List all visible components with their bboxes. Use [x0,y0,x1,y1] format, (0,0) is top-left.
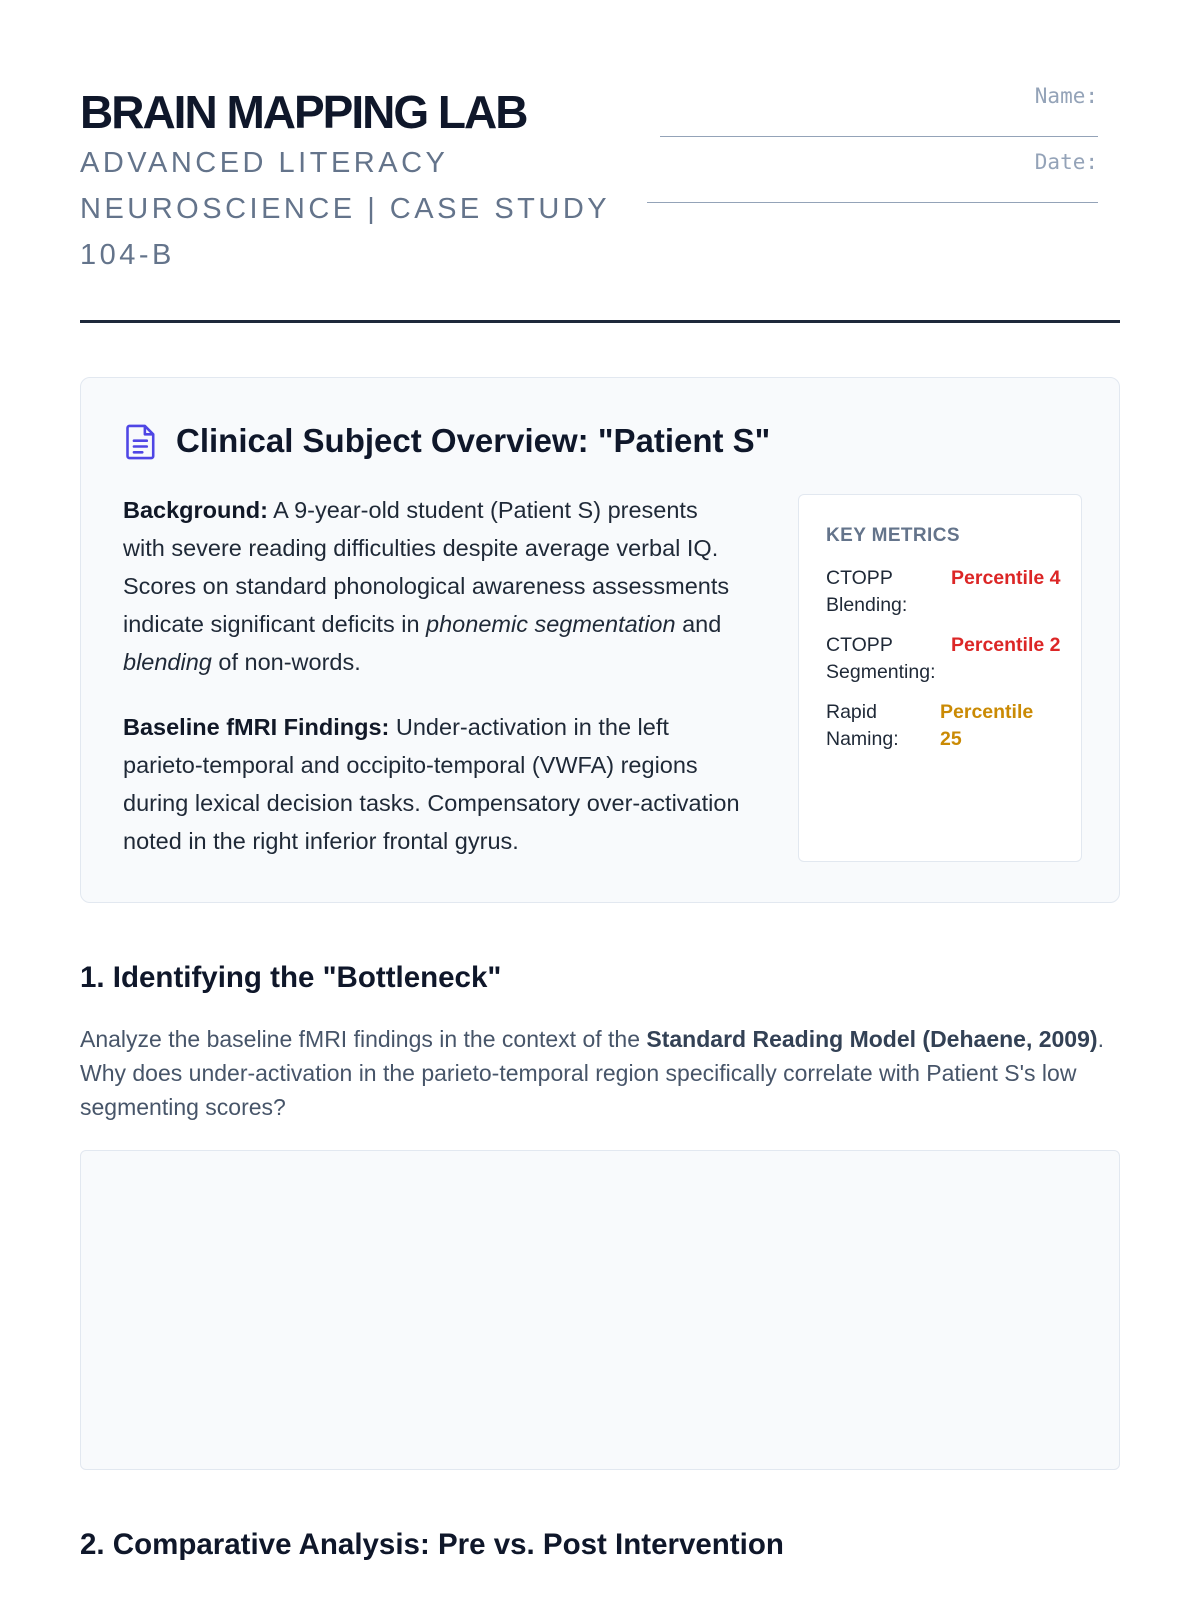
background-emphasis: blending [123,649,212,675]
findings-label: Baseline fMRI Findings: [123,714,390,740]
background-text: and [675,611,722,637]
document-icon [125,424,157,460]
date-label: Date: [1034,150,1098,174]
key-metrics-title: KEY METRICS [826,525,960,546]
section-1-heading: 1. Identifying the "Bottleneck" [80,961,502,994]
worksheet-subtitle: ADVANCED LITERACY NEUROSCIENCE | CASE STUDY 104-B [80,147,610,271]
name-field[interactable] [660,136,1098,137]
background-label: Background: [123,497,268,523]
background-text: of non-words. [211,649,361,675]
prompt-reference: Standard Reading Model (Dehaene, 2009) [646,1026,1098,1052]
findings-text: Under-activation in the left parieto-temporal and occipito-temporal (VWFA) regions during lexical decision tasks. Compensatory over-activation noted in the right inferior frontal gyrus. [123,714,740,854]
background-emphasis: phonemic segmentation [426,611,676,637]
metric-value: Percentile 25 [940,701,1034,750]
prompt-text: Analyze the baseline fMRI findings in the context of the [80,1026,647,1052]
overview-card [80,377,1120,903]
metric-label: CTOPP Blending: [826,567,908,616]
lab-title: BRAIN MAPPING LAB [80,86,527,138]
name-label: Name: [1034,84,1098,108]
metric-label: CTOPP Segmenting: [826,634,936,683]
overview-title: Clinical Subject Overview: "Patient S" [176,422,771,459]
section-1-prompt [80,1022,1120,1124]
section-1-answer-box[interactable] [80,1150,1120,1470]
overview-text [123,491,743,887]
metric-value: Percentile 2 [951,634,1061,656]
section-2-heading: 2. Comparative Analysis: Pre vs. Post Intervention [80,1528,784,1561]
findings-paragraph [123,708,743,860]
date-field[interactable] [647,202,1098,203]
metric-label: Rapid Naming: [826,701,899,750]
prompt-text: . Why does under-activation in the parieto-temporal region specifically correlate with Patient S's low segmenting scores? [80,1026,1104,1120]
background-paragraph [123,491,743,681]
header-divider [80,320,1120,323]
metric-value: Percentile 4 [951,567,1061,589]
background-text: A 9-year-old student (Patient S) presents with severe reading difficulties despite average verbal IQ. Scores on standard phonological awareness assessments indicate significant deficits in [123,497,730,637]
key-metrics-panel [798,494,1082,862]
